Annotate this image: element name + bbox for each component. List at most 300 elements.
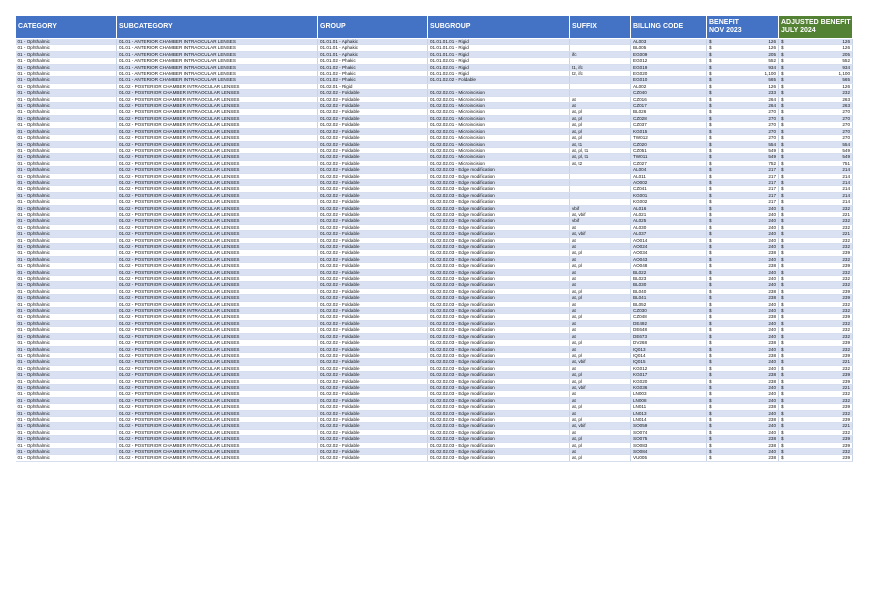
cell-category[interactable]: 01 - Ophthalmic bbox=[16, 449, 117, 455]
cell-category[interactable]: 01 - Ophthalmic bbox=[16, 224, 117, 230]
cell-subcategory[interactable]: 01.02 - POSTERIOR CHAMBER INTRAOCULAR LENSES bbox=[117, 340, 318, 346]
cell-subgroup[interactable]: 01.02.02.03 - Edge modification bbox=[428, 359, 570, 365]
cell-category[interactable]: 01 - Ophthalmic bbox=[16, 346, 117, 352]
cell-subgroup[interactable]: 01.02.02.03 - Edge modification bbox=[428, 288, 570, 294]
cell-subcategory[interactable]: 01.01 - ANTERIOR CHAMBER INTRAOCULAR LENSES bbox=[117, 58, 318, 64]
cell-billing-code[interactable]: AO034 bbox=[631, 250, 707, 256]
cell-billing-code[interactable]: KG015 bbox=[631, 128, 707, 134]
cell-billing-code[interactable]: AL030 bbox=[631, 224, 707, 230]
cell-subgroup[interactable]: 01.02.02.03 - Edge modification bbox=[428, 199, 570, 205]
cell-billing-code[interactable]: BL022 bbox=[631, 269, 707, 275]
cell-category[interactable]: 01 - Ophthalmic bbox=[16, 167, 117, 173]
cell-subcategory[interactable]: 01.02 - POSTERIOR CHAMBER INTRAOCULAR LENSES bbox=[117, 167, 318, 173]
cell-category[interactable]: 01 - Ophthalmic bbox=[16, 192, 117, 198]
cell-subgroup[interactable]: 01.02.02.03 - Edge modification bbox=[428, 352, 570, 358]
cell-group[interactable]: 01.02.02 - Foldable bbox=[318, 160, 428, 166]
cell-group[interactable]: 01.02.02 - Foldable bbox=[318, 244, 428, 250]
cell-subgroup[interactable]: 01.02.02.03 - Edge modification bbox=[428, 327, 570, 333]
cell-category[interactable]: 01 - Ophthalmic bbox=[16, 51, 117, 57]
cell-subgroup[interactable]: 01.02.02.01 - Microincision bbox=[428, 135, 570, 141]
cell-subcategory[interactable]: 01.02 - POSTERIOR CHAMBER INTRAOCULAR LENSES bbox=[117, 224, 318, 230]
cell-billing-code[interactable]: AL021 bbox=[631, 211, 707, 217]
cell-billing-code[interactable]: CZ040 bbox=[631, 90, 707, 96]
cell-category[interactable]: 01 - Ophthalmic bbox=[16, 71, 117, 77]
cell-subcategory[interactable]: 01.02 - POSTERIOR CHAMBER INTRAOCULAR LENSES bbox=[117, 397, 318, 403]
cell-billing-code[interactable]: TW012 bbox=[631, 135, 707, 141]
cell-category[interactable]: 01 - Ophthalmic bbox=[16, 442, 117, 448]
cell-category[interactable]: 01 - Ophthalmic bbox=[16, 404, 117, 410]
cell-group[interactable]: 01.02.01 - Rigid bbox=[318, 83, 428, 89]
cell-billing-code[interactable]: CZ051 bbox=[631, 147, 707, 153]
cell-subgroup[interactable]: 01.02.02.03 - Edge modification bbox=[428, 416, 570, 422]
cell-subgroup[interactable]: 01.02.02.03 - Edge modification bbox=[428, 372, 570, 378]
cell-billing-code[interactable]: BL040 bbox=[631, 288, 707, 294]
cell-suffix[interactable]: at bbox=[570, 256, 631, 262]
cell-billing-code[interactable]: IQ013 bbox=[631, 346, 707, 352]
cell-category[interactable]: 01 - Ophthalmic bbox=[16, 250, 117, 256]
cell-billing-code[interactable]: CZ028 bbox=[631, 115, 707, 121]
cell-subcategory[interactable]: 01.02 - POSTERIOR CHAMBER INTRAOCULAR LENSES bbox=[117, 135, 318, 141]
cell-subcategory[interactable]: 01.02 - POSTERIOR CHAMBER INTRAOCULAR LENSES bbox=[117, 282, 318, 288]
cell-subcategory[interactable]: 01.02 - POSTERIOR CHAMBER INTRAOCULAR LENSES bbox=[117, 442, 318, 448]
cell-group[interactable]: 01.02.02 - Foldable bbox=[318, 333, 428, 339]
cell-suffix[interactable]: at bbox=[570, 103, 631, 109]
cell-billing-code[interactable]: BL026 bbox=[631, 109, 707, 115]
cell-suffix[interactable]: t2, ifc bbox=[570, 71, 631, 77]
cell-suffix[interactable]: at, pl bbox=[570, 404, 631, 410]
cell-group[interactable]: 01.02.02 - Foldable bbox=[318, 135, 428, 141]
cell-billing-code[interactable]: BL005 bbox=[631, 45, 707, 51]
cell-subgroup[interactable]: 01.02.02.03 - Edge modification bbox=[428, 211, 570, 217]
cell-suffix[interactable]: at bbox=[570, 301, 631, 307]
cell-group[interactable]: 01.02.02 - Foldable bbox=[318, 256, 428, 262]
cell-subgroup[interactable]: 01.02.02.03 - Edge modification bbox=[428, 179, 570, 185]
cell-category[interactable]: 01 - Ophthalmic bbox=[16, 416, 117, 422]
cell-billing-code[interactable]: SO075 bbox=[631, 436, 707, 442]
cell-suffix[interactable]: at, pl bbox=[570, 263, 631, 269]
cell-group[interactable]: 01.02.02 - Foldable bbox=[318, 179, 428, 185]
cell-group[interactable]: 01.02.02 - Foldable bbox=[318, 449, 428, 455]
cell-subcategory[interactable]: 01.01 - ANTERIOR CHAMBER INTRAOCULAR LENSES bbox=[117, 39, 318, 45]
cell-group[interactable]: 01.02.02 - Foldable bbox=[318, 276, 428, 282]
cell-subgroup[interactable]: 01.02.02.01 - Microincision bbox=[428, 109, 570, 115]
cell-billing-code[interactable]: CZ030 bbox=[631, 308, 707, 314]
cell-billing-code[interactable]: EG019 bbox=[631, 64, 707, 70]
cell-category[interactable]: 01 - Ophthalmic bbox=[16, 384, 117, 390]
cell-group[interactable]: 01.02.02 - Foldable bbox=[318, 237, 428, 243]
cell-category[interactable]: 01 - Ophthalmic bbox=[16, 423, 117, 429]
cell-category[interactable]: 01 - Ophthalmic bbox=[16, 288, 117, 294]
cell-group[interactable]: 01.01.02 - Phakic bbox=[318, 77, 428, 83]
cell-group[interactable]: 01.02.02 - Foldable bbox=[318, 288, 428, 294]
cell-billing-code[interactable]: BL023 bbox=[631, 276, 707, 282]
cell-category[interactable]: 01 - Ophthalmic bbox=[16, 147, 117, 153]
cell-group[interactable]: 01.02.02 - Foldable bbox=[318, 90, 428, 96]
cell-billing-code[interactable]: AL016 bbox=[631, 205, 707, 211]
cell-group[interactable]: 01.02.02 - Foldable bbox=[318, 167, 428, 173]
cell-subgroup[interactable]: 01.01.02.01 - Rigid bbox=[428, 64, 570, 70]
cell-category[interactable]: 01 - Ophthalmic bbox=[16, 314, 117, 320]
cell-subgroup[interactable]: 01.02.02.03 - Edge modification bbox=[428, 167, 570, 173]
cell-category[interactable]: 01 - Ophthalmic bbox=[16, 327, 117, 333]
cell-group[interactable]: 01.02.02 - Foldable bbox=[318, 122, 428, 128]
cell-subgroup[interactable]: 01.02.02.03 - Edge modification bbox=[428, 205, 570, 211]
cell-subgroup[interactable]: 01.02.02.03 - Edge modification bbox=[428, 218, 570, 224]
cell-category[interactable]: 01 - Ophthalmic bbox=[16, 244, 117, 250]
cell-suffix[interactable]: at, pl bbox=[570, 436, 631, 442]
cell-category[interactable]: 01 - Ophthalmic bbox=[16, 455, 117, 461]
header-group[interactable]: GROUP bbox=[318, 16, 428, 39]
cell-group[interactable]: 01.02.02 - Foldable bbox=[318, 250, 428, 256]
cell-subcategory[interactable]: 01.02 - POSTERIOR CHAMBER INTRAOCULAR LENSES bbox=[117, 263, 318, 269]
cell-subcategory[interactable]: 01.02 - POSTERIOR CHAMBER INTRAOCULAR LENSES bbox=[117, 179, 318, 185]
cell-subcategory[interactable]: 01.02 - POSTERIOR CHAMBER INTRAOCULAR LENSES bbox=[117, 429, 318, 435]
cell-suffix[interactable]: at bbox=[570, 346, 631, 352]
cell-billing-code[interactable]: AL025 bbox=[631, 218, 707, 224]
cell-suffix[interactable]: at, pl bbox=[570, 378, 631, 384]
cell-subcategory[interactable]: 01.02 - POSTERIOR CHAMBER INTRAOCULAR LENSES bbox=[117, 256, 318, 262]
cell-billing-code[interactable]: SO084 bbox=[631, 449, 707, 455]
cell-billing-code[interactable]: AO048 bbox=[631, 263, 707, 269]
cell-category[interactable]: 01 - Ophthalmic bbox=[16, 58, 117, 64]
cell-category[interactable]: 01 - Ophthalmic bbox=[16, 83, 117, 89]
cell-group[interactable]: 01.02.02 - Foldable bbox=[318, 429, 428, 435]
cell-subgroup[interactable]: 01.02.02.01 - Microincision bbox=[428, 90, 570, 96]
cell-group[interactable]: 01.02.02 - Foldable bbox=[318, 263, 428, 269]
cell-suffix[interactable]: at, pl bbox=[570, 288, 631, 294]
cell-group[interactable]: 01.02.02 - Foldable bbox=[318, 404, 428, 410]
cell-group[interactable]: 01.02.02 - Foldable bbox=[318, 192, 428, 198]
cell-subcategory[interactable]: 01.02 - POSTERIOR CHAMBER INTRAOCULAR LENSES bbox=[117, 449, 318, 455]
cell-suffix[interactable]: at bbox=[570, 327, 631, 333]
cell-billing-code[interactable]: DV268 bbox=[631, 340, 707, 346]
cell-category[interactable]: 01 - Ophthalmic bbox=[16, 135, 117, 141]
cell-billing-code[interactable]: KG001 bbox=[631, 192, 707, 198]
cell-suffix[interactable]: ifc bbox=[570, 51, 631, 57]
cell-subcategory[interactable]: 01.02 - POSTERIOR CHAMBER INTRAOCULAR LENSES bbox=[117, 295, 318, 301]
cell-subcategory[interactable]: 01.02 - POSTERIOR CHAMBER INTRAOCULAR LENSES bbox=[117, 416, 318, 422]
cell-billing-code[interactable]: CZ027 bbox=[631, 160, 707, 166]
cell-subgroup[interactable]: 01.02.02.03 - Edge modification bbox=[428, 173, 570, 179]
cell-subcategory[interactable]: 01.02 - POSTERIOR CHAMBER INTRAOCULAR LENSES bbox=[117, 211, 318, 217]
cell-group[interactable]: 01.02.02 - Foldable bbox=[318, 308, 428, 314]
cell-group[interactable]: 01.01.01 - Aphakic bbox=[318, 39, 428, 45]
cell-subcategory[interactable]: 01.02 - POSTERIOR CHAMBER INTRAOCULAR LENSES bbox=[117, 173, 318, 179]
cell-suffix[interactable]: vbif bbox=[570, 205, 631, 211]
cell-billing-code[interactable]: BL041 bbox=[631, 295, 707, 301]
cell-group[interactable]: 01.02.02 - Foldable bbox=[318, 436, 428, 442]
cell-suffix[interactable]: at bbox=[570, 410, 631, 416]
cell-billing-code[interactable]: CZ041 bbox=[631, 186, 707, 192]
cell-category[interactable]: 01 - Ophthalmic bbox=[16, 301, 117, 307]
cell-group[interactable]: 01.02.02 - Foldable bbox=[318, 423, 428, 429]
cell-subcategory[interactable]: 01.02 - POSTERIOR CHAMBER INTRAOCULAR LENSES bbox=[117, 327, 318, 333]
cell-subcategory[interactable]: 01.02 - POSTERIOR CHAMBER INTRAOCULAR LENSES bbox=[117, 103, 318, 109]
cell-billing-code[interactable]: SO059 bbox=[631, 423, 707, 429]
cell-subcategory[interactable]: 01.02 - POSTERIOR CHAMBER INTRAOCULAR LENSES bbox=[117, 115, 318, 121]
cell-billing-code[interactable]: LN013 bbox=[631, 410, 707, 416]
cell-category[interactable]: 01 - Ophthalmic bbox=[16, 391, 117, 397]
cell-subcategory[interactable]: 01.02 - POSTERIOR CHAMBER INTRAOCULAR LENSES bbox=[117, 423, 318, 429]
cell-billing-code[interactable]: IQ014 bbox=[631, 352, 707, 358]
cell-subcategory[interactable]: 01.02 - POSTERIOR CHAMBER INTRAOCULAR LENSES bbox=[117, 154, 318, 160]
cell-subcategory[interactable]: 01.02 - POSTERIOR CHAMBER INTRAOCULAR LENSES bbox=[117, 314, 318, 320]
cell-subgroup[interactable]: 01.01.01.01 - Rigid bbox=[428, 45, 570, 51]
cell-subgroup[interactable]: 01.02.02.03 - Edge modification bbox=[428, 442, 570, 448]
header-suffix[interactable]: SUFFIX bbox=[570, 16, 631, 39]
cell-billing-code[interactable]: SO083 bbox=[631, 442, 707, 448]
cell-subgroup[interactable]: 01.02.02.03 - Edge modification bbox=[428, 436, 570, 442]
cell-billing-code[interactable]: EG010 bbox=[631, 77, 707, 83]
cell-group[interactable]: 01.02.02 - Foldable bbox=[318, 199, 428, 205]
cell-subcategory[interactable]: 01.01 - ANTERIOR CHAMBER INTRAOCULAR LENSES bbox=[117, 71, 318, 77]
cell-subcategory[interactable]: 01.01 - ANTERIOR CHAMBER INTRAOCULAR LENSES bbox=[117, 64, 318, 70]
cell-subgroup[interactable]: 01.02.02.03 - Edge modification bbox=[428, 244, 570, 250]
cell-category[interactable]: 01 - Ophthalmic bbox=[16, 231, 117, 237]
cell-category[interactable]: 01 - Ophthalmic bbox=[16, 77, 117, 83]
cell-category[interactable]: 01 - Ophthalmic bbox=[16, 397, 117, 403]
cell-suffix[interactable]: at bbox=[570, 320, 631, 326]
cell-category[interactable]: 01 - Ophthalmic bbox=[16, 218, 117, 224]
cell-suffix[interactable]: at bbox=[570, 397, 631, 403]
cell-group[interactable]: 01.02.02 - Foldable bbox=[318, 205, 428, 211]
cell-group[interactable]: 01.02.02 - Foldable bbox=[318, 224, 428, 230]
cell-group[interactable]: 01.02.02 - Foldable bbox=[318, 320, 428, 326]
cell-subcategory[interactable]: 01.02 - POSTERIOR CHAMBER INTRAOCULAR LENSES bbox=[117, 308, 318, 314]
cell-category[interactable]: 01 - Ophthalmic bbox=[16, 160, 117, 166]
cell-suffix[interactable]: at bbox=[570, 237, 631, 243]
cell-subgroup[interactable]: 01.02.02.03 - Edge modification bbox=[428, 449, 570, 455]
cell-billing-code[interactable]: AO002 bbox=[631, 179, 707, 185]
cell-group[interactable]: 01.02.02 - Foldable bbox=[318, 442, 428, 448]
cell-billing-code[interactable]: AL002 bbox=[631, 83, 707, 89]
cell-subgroup[interactable]: 01.02.02.03 - Edge modification bbox=[428, 404, 570, 410]
cell-category[interactable]: 01 - Ophthalmic bbox=[16, 282, 117, 288]
cell-category[interactable]: 01 - Ophthalmic bbox=[16, 372, 117, 378]
cell-billing-code[interactable]: KG012 bbox=[631, 365, 707, 371]
cell-suffix[interactable]: at, pl bbox=[570, 455, 631, 461]
cell-subcategory[interactable]: 01.02 - POSTERIOR CHAMBER INTRAOCULAR LENSES bbox=[117, 391, 318, 397]
cell-subcategory[interactable]: 01.02 - POSTERIOR CHAMBER INTRAOCULAR LENSES bbox=[117, 352, 318, 358]
cell-billing-code[interactable]: TW011 bbox=[631, 154, 707, 160]
cell-category[interactable]: 01 - Ophthalmic bbox=[16, 320, 117, 326]
cell-group[interactable]: 01.02.02 - Foldable bbox=[318, 115, 428, 121]
cell-category[interactable]: 01 - Ophthalmic bbox=[16, 263, 117, 269]
cell-billing-code[interactable]: DE673 bbox=[631, 333, 707, 339]
cell-group[interactable]: 01.02.02 - Foldable bbox=[318, 391, 428, 397]
cell-subcategory[interactable]: 01.01 - ANTERIOR CHAMBER INTRAOCULAR LENSES bbox=[117, 45, 318, 51]
cell-subcategory[interactable]: 01.01 - ANTERIOR CHAMBER INTRAOCULAR LENSES bbox=[117, 77, 318, 83]
cell-category[interactable]: 01 - Ophthalmic bbox=[16, 128, 117, 134]
cell-billing-code[interactable]: DE492 bbox=[631, 320, 707, 326]
cell-group[interactable]: 01.02.02 - Foldable bbox=[318, 231, 428, 237]
cell-subcategory[interactable]: 01.01 - ANTERIOR CHAMBER INTRAOCULAR LENSES bbox=[117, 51, 318, 57]
cell-category[interactable]: 01 - Ophthalmic bbox=[16, 199, 117, 205]
cell-billing-code[interactable]: BL052 bbox=[631, 301, 707, 307]
cell-category[interactable]: 01 - Ophthalmic bbox=[16, 122, 117, 128]
cell-subcategory[interactable]: 01.02 - POSTERIOR CHAMBER INTRAOCULAR LENSES bbox=[117, 436, 318, 442]
cell-billing-code[interactable]: EG012 bbox=[631, 58, 707, 64]
cell-subcategory[interactable]: 01.02 - POSTERIOR CHAMBER INTRAOCULAR LENSES bbox=[117, 90, 318, 96]
cell-billing-code[interactable]: AL003 bbox=[631, 39, 707, 45]
cell-subcategory[interactable]: 01.02 - POSTERIOR CHAMBER INTRAOCULAR LENSES bbox=[117, 205, 318, 211]
cell-subcategory[interactable]: 01.02 - POSTERIOR CHAMBER INTRAOCULAR LENSES bbox=[117, 455, 318, 461]
cell-billing-code[interactable]: BL030 bbox=[631, 282, 707, 288]
cell-suffix[interactable]: at, vbif bbox=[570, 211, 631, 217]
cell-suffix[interactable]: at, vbif bbox=[570, 231, 631, 237]
cell-billing-code[interactable]: DE648 bbox=[631, 327, 707, 333]
cell-category[interactable]: 01 - Ophthalmic bbox=[16, 211, 117, 217]
cell-group[interactable]: 01.02.02 - Foldable bbox=[318, 327, 428, 333]
cell-category[interactable]: 01 - Ophthalmic bbox=[16, 340, 117, 346]
cell-group[interactable]: 01.02.02 - Foldable bbox=[318, 173, 428, 179]
cell-group[interactable]: 01.02.02 - Foldable bbox=[318, 282, 428, 288]
cell-subgroup[interactable]: 01.02.02.03 - Edge modification bbox=[428, 320, 570, 326]
cell-group[interactable]: 01.02.02 - Foldable bbox=[318, 397, 428, 403]
cell-suffix[interactable]: at, pl bbox=[570, 135, 631, 141]
cell-suffix[interactable]: at, pl bbox=[570, 115, 631, 121]
cell-billing-code[interactable]: AO043 bbox=[631, 256, 707, 262]
cell-suffix[interactable]: at bbox=[570, 449, 631, 455]
cell-subgroup[interactable]: 01.02.02.03 - Edge modification bbox=[428, 224, 570, 230]
cell-group[interactable]: 01.02.02 - Foldable bbox=[318, 96, 428, 102]
cell-group[interactable]: 01.02.02 - Foldable bbox=[318, 103, 428, 109]
cell-subgroup[interactable]: 01.02.02.03 - Edge modification bbox=[428, 397, 570, 403]
cell-subgroup[interactable]: 01.02.02.03 - Edge modification bbox=[428, 384, 570, 390]
cell-subgroup[interactable]: 01.02.02.01 - Microincision bbox=[428, 122, 570, 128]
cell-subcategory[interactable]: 01.02 - POSTERIOR CHAMBER INTRAOCULAR LENSES bbox=[117, 269, 318, 275]
cell-subgroup[interactable]: 01.02.02.03 - Edge modification bbox=[428, 333, 570, 339]
cell-subcategory[interactable]: 01.02 - POSTERIOR CHAMBER INTRAOCULAR LENSES bbox=[117, 288, 318, 294]
cell-group[interactable]: 01.02.02 - Foldable bbox=[318, 378, 428, 384]
cell-group[interactable]: 01.02.02 - Foldable bbox=[318, 141, 428, 147]
cell-billing-code[interactable]: AO024 bbox=[631, 244, 707, 250]
cell-category[interactable]: 01 - Ophthalmic bbox=[16, 429, 117, 435]
cell-billing-code[interactable]: IQ015 bbox=[631, 359, 707, 365]
cell-group[interactable]: 01.02.02 - Foldable bbox=[318, 147, 428, 153]
cell-billing-code[interactable]: VU005 bbox=[631, 455, 707, 461]
cell-subgroup[interactable]: 01.02.02.03 - Edge modification bbox=[428, 429, 570, 435]
cell-category[interactable]: 01 - Ophthalmic bbox=[16, 276, 117, 282]
cell-category[interactable]: 01 - Ophthalmic bbox=[16, 109, 117, 115]
cell-subcategory[interactable]: 01.02 - POSTERIOR CHAMBER INTRAOCULAR LENSES bbox=[117, 231, 318, 237]
cell-category[interactable]: 01 - Ophthalmic bbox=[16, 115, 117, 121]
cell-group[interactable]: 01.02.02 - Foldable bbox=[318, 340, 428, 346]
cell-billing-code[interactable]: CZ020 bbox=[631, 141, 707, 147]
cell-suffix[interactable]: at, pl bbox=[570, 295, 631, 301]
cell-subcategory[interactable]: 01.02 - POSTERIOR CHAMBER INTRAOCULAR LENSES bbox=[117, 199, 318, 205]
cell-subgroup[interactable]: 01.02.02.03 - Edge modification bbox=[428, 192, 570, 198]
cell-group[interactable]: 01.01.02 - Phakic bbox=[318, 58, 428, 64]
cell-suffix[interactable]: at, pl bbox=[570, 442, 631, 448]
cell-group[interactable]: 01.02.02 - Foldable bbox=[318, 154, 428, 160]
cell-suffix[interactable]: at bbox=[570, 224, 631, 230]
cell-subgroup[interactable]: 01.02.02.03 - Edge modification bbox=[428, 391, 570, 397]
cell-subgroup[interactable]: 01.02.02.03 - Edge modification bbox=[428, 346, 570, 352]
cell-suffix[interactable]: at bbox=[570, 244, 631, 250]
cell-subgroup[interactable]: 01.01.02.02 - Foldable bbox=[428, 77, 570, 83]
cell-subgroup[interactable]: 01.02.02.03 - Edge modification bbox=[428, 365, 570, 371]
cell-group[interactable]: 01.02.02 - Foldable bbox=[318, 365, 428, 371]
cell-group[interactable]: 01.01.02 - Phakic bbox=[318, 71, 428, 77]
cell-subgroup[interactable]: 01.02.02.03 - Edge modification bbox=[428, 340, 570, 346]
cell-subgroup[interactable]: 01.02.02.03 - Edge modification bbox=[428, 276, 570, 282]
cell-category[interactable]: 01 - Ophthalmic bbox=[16, 378, 117, 384]
cell-group[interactable]: 01.02.02 - Foldable bbox=[318, 346, 428, 352]
header-subgroup[interactable]: SUBGROUP bbox=[428, 16, 570, 39]
cell-suffix[interactable]: at, vbif bbox=[570, 384, 631, 390]
cell-subcategory[interactable]: 01.02 - POSTERIOR CHAMBER INTRAOCULAR LENSES bbox=[117, 301, 318, 307]
cell-subcategory[interactable]: 01.02 - POSTERIOR CHAMBER INTRAOCULAR LENSES bbox=[117, 276, 318, 282]
cell-subcategory[interactable]: 01.02 - POSTERIOR CHAMBER INTRAOCULAR LENSES bbox=[117, 372, 318, 378]
cell-suffix[interactable]: at bbox=[570, 333, 631, 339]
cell-group[interactable]: 01.02.02 - Foldable bbox=[318, 301, 428, 307]
cell-subgroup[interactable]: 01.02.02.03 - Edge modification bbox=[428, 282, 570, 288]
header-category[interactable]: CATEGORY bbox=[16, 16, 117, 39]
cell-category[interactable]: 01 - Ophthalmic bbox=[16, 333, 117, 339]
cell-subgroup[interactable]: 01.02.02.03 - Edge modification bbox=[428, 410, 570, 416]
cell-subcategory[interactable]: 01.02 - POSTERIOR CHAMBER INTRAOCULAR LENSES bbox=[117, 218, 318, 224]
cell-suffix[interactable]: at, t1 bbox=[570, 141, 631, 147]
cell-billing-code[interactable]: EG009 bbox=[631, 51, 707, 57]
cell-subgroup[interactable]: 01.02.02.03 - Edge modification bbox=[428, 378, 570, 384]
cell-subcategory[interactable]: 01.02 - POSTERIOR CHAMBER INTRAOCULAR LENSES bbox=[117, 141, 318, 147]
cell-group[interactable]: 01.02.02 - Foldable bbox=[318, 128, 428, 134]
cell-subcategory[interactable]: 01.02 - POSTERIOR CHAMBER INTRAOCULAR LENSES bbox=[117, 237, 318, 243]
cell-subcategory[interactable]: 01.02 - POSTERIOR CHAMBER INTRAOCULAR LENSES bbox=[117, 96, 318, 102]
cell-subgroup[interactable]: 01.02.02.01 - Microincision bbox=[428, 160, 570, 166]
cell-category[interactable]: 01 - Ophthalmic bbox=[16, 237, 117, 243]
header-subcategory[interactable]: SUBCATEGORY bbox=[117, 16, 318, 39]
cell-category[interactable]: 01 - Ophthalmic bbox=[16, 359, 117, 365]
cell-suffix[interactable]: at, vbif bbox=[570, 359, 631, 365]
cell-subcategory[interactable]: 01.02 - POSTERIOR CHAMBER INTRAOCULAR LENSES bbox=[117, 250, 318, 256]
cell-category[interactable]: 01 - Ophthalmic bbox=[16, 436, 117, 442]
cell-suffix[interactable]: at, pl bbox=[570, 416, 631, 422]
cell-billing-code[interactable]: AL004 bbox=[631, 167, 707, 173]
cell-suffix[interactable]: at, pl bbox=[570, 128, 631, 134]
cell-suffix[interactable]: vbif bbox=[570, 218, 631, 224]
cell-group[interactable]: 01.02.02 - Foldable bbox=[318, 314, 428, 320]
cell-category[interactable]: 01 - Ophthalmic bbox=[16, 141, 117, 147]
cell-subgroup[interactable]: 01.02.02.03 - Edge modification bbox=[428, 455, 570, 461]
cell-billing-code[interactable]: KG017 bbox=[631, 372, 707, 378]
cell-category[interactable]: 01 - Ophthalmic bbox=[16, 179, 117, 185]
cell-group[interactable]: 01.02.02 - Foldable bbox=[318, 186, 428, 192]
cell-suffix[interactable]: at, t2 bbox=[570, 160, 631, 166]
cell-billing-code[interactable]: SO074 bbox=[631, 429, 707, 435]
cell-billing-code[interactable]: LN008 bbox=[631, 397, 707, 403]
cell-suffix[interactable]: at, pl bbox=[570, 340, 631, 346]
cell-group[interactable]: 01.02.02 - Foldable bbox=[318, 109, 428, 115]
cell-subcategory[interactable]: 01.02 - POSTERIOR CHAMBER INTRAOCULAR LENSES bbox=[117, 384, 318, 390]
cell-subgroup[interactable]: 01.02.02.03 - Edge modification bbox=[428, 237, 570, 243]
header-benefit[interactable] bbox=[707, 16, 779, 39]
cell-group[interactable]: 01.02.02 - Foldable bbox=[318, 410, 428, 416]
cell-billing-code[interactable]: KG020 bbox=[631, 378, 707, 384]
cell-category[interactable]: 01 - Ophthalmic bbox=[16, 173, 117, 179]
cell-suffix[interactable]: at bbox=[570, 269, 631, 275]
cell-category[interactable]: 01 - Ophthalmic bbox=[16, 205, 117, 211]
cell-suffix[interactable]: at, pl bbox=[570, 250, 631, 256]
cell-suffix[interactable]: at, pl bbox=[570, 372, 631, 378]
cell-subgroup[interactable]: 01.02.02.01 - Microincision bbox=[428, 115, 570, 121]
cell-suffix[interactable]: at, pl bbox=[570, 122, 631, 128]
cell-subgroup[interactable]: 01.02.02.01 - Microincision bbox=[428, 128, 570, 134]
cell-subgroup[interactable]: 01.02.02.03 - Edge modification bbox=[428, 256, 570, 262]
cell-benefit[interactable] bbox=[707, 455, 779, 461]
cell-billing-code[interactable]: KG036 bbox=[631, 384, 707, 390]
